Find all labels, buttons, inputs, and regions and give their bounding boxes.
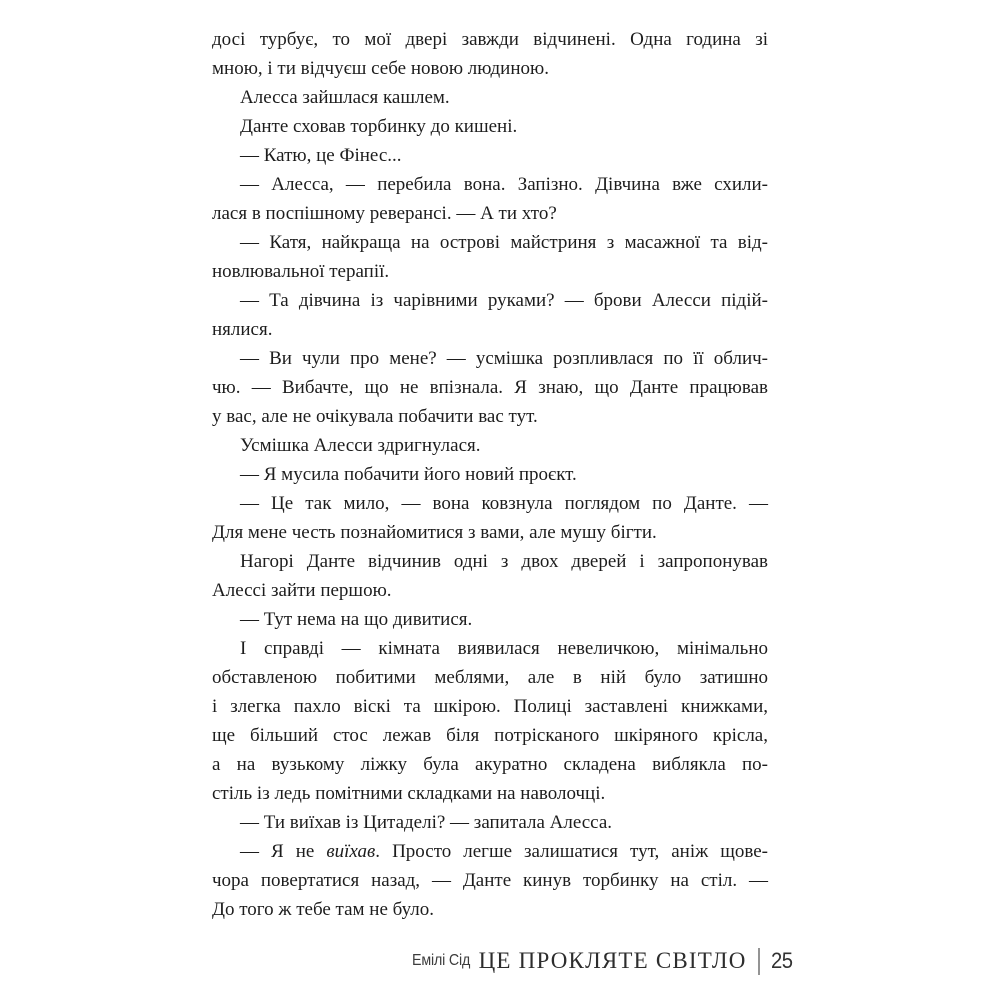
text-line: — Ти виїхав із Цитаделі? — запитала Алесса. xyxy=(240,812,613,833)
footer-page-number: 25 xyxy=(770,948,793,973)
text-line: І справді — кімната виявилася невеличкою, мінімально xyxy=(240,638,768,659)
text-line: — Та дівчина із чарівними руками? — брови Алесси підій- xyxy=(240,290,768,311)
text-line: у вас, але не очікувала побачити вас тут. xyxy=(212,406,538,427)
text-line: — Я не виїхав. Просто легше залишатися тут, аніж щове- xyxy=(240,841,768,862)
text-line: Усмішка Алесси здригнулася. xyxy=(240,435,481,456)
text-line: нялися. xyxy=(212,319,273,340)
text-line: лася в поспішному реверансі. — А ти хто? xyxy=(212,203,557,224)
text-line: — Катя, найкраща на острові майстриня з масажної та від- xyxy=(240,232,768,253)
text-line: мною, і ти відчуєш себе новою людиною. xyxy=(212,58,549,79)
text-line: ще більший стос лежав біля потрісканого шкіряного крісла, xyxy=(212,725,768,746)
text-line: Для мене честь познайомитися з вами, але мушу бігти. xyxy=(212,522,657,543)
text-line: Алессі зайти першою. xyxy=(212,580,392,601)
text-line: — Тут нема на що дивитися. xyxy=(240,609,473,630)
text-line: Нагорі Данте відчинив одні з двох дверей і запропонував xyxy=(240,551,768,572)
text-line: досі турбує, то мої двері завжди відчинені. Одна година зі xyxy=(212,29,768,50)
text-line: Алесса зайшлася кашлем. xyxy=(240,87,450,108)
text-line: До того ж тебе там не було. xyxy=(212,899,434,920)
footer-book-title: ЦЕ ПРОКЛЯТЕ СВІТЛО xyxy=(478,948,747,973)
text-line: — Я мусила побачити його новий проєкт. xyxy=(240,464,577,485)
text-line: чю. — Вибачте, що не впізнала. Я знаю, що Данте працював xyxy=(212,377,768,398)
text-line: Данте сховав торбинку до кишені. xyxy=(240,116,518,137)
text-line: — Алесса, — перебила вона. Запізно. Дівчина вже схили- xyxy=(240,174,768,195)
text-line: чора повертатися назад, — Данте кинув торбинку на стіл. — xyxy=(212,870,768,891)
text-line: — Катю, це Фінес... xyxy=(240,145,402,166)
text-block xyxy=(212,25,768,924)
footer-author: Емілі Сід xyxy=(411,952,470,969)
footer-separator xyxy=(758,948,760,975)
text-line: стіль із ледь помітними складками на наволочці. xyxy=(212,783,606,804)
text-line: — Це так мило, — вона ковзнула поглядом по Данте. — xyxy=(240,493,768,514)
text-line: і злегка пахло віскі та шкірою. Полиці заставлені книжками, xyxy=(212,696,768,717)
page-footer xyxy=(407,944,795,978)
text-line: новлювальної терапії. xyxy=(212,261,390,282)
text-line: а на вузькому ліжку була акуратно складена виблякла по- xyxy=(212,754,768,775)
text-line: — Ви чули про мене? — усмішка розпливлася по її облич- xyxy=(240,348,768,369)
text-line: обставленою побитими меблями, але в ній було затишно xyxy=(212,667,768,688)
